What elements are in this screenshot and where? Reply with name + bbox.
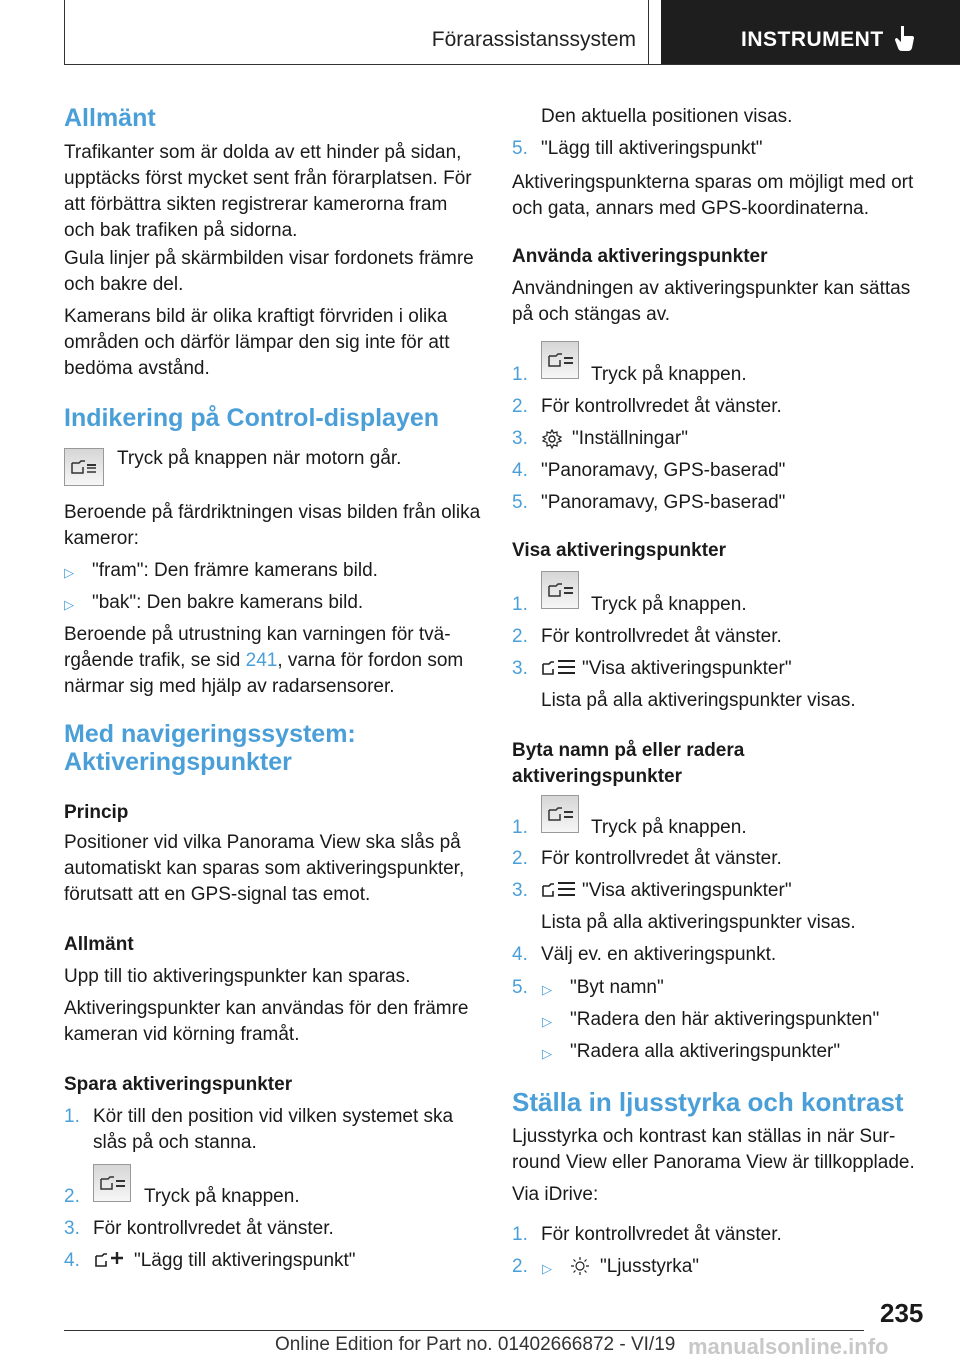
watermark: manualsonline.info	[688, 1334, 889, 1359]
step-text: För kontrollvredet åt vänster.	[541, 396, 782, 417]
heading-byta	[512, 738, 744, 790]
heading-visa: Visa aktiveringspunkter	[512, 540, 727, 561]
text-line: slås på och stanna.	[93, 1132, 257, 1153]
step-spara-5	[512, 136, 763, 162]
text-line: Användningen av aktiveringspunkter kan sättas	[512, 278, 911, 299]
text-line	[64, 648, 463, 674]
heading-stalla: Ställa in ljusstyrka och kontrast	[512, 1087, 904, 1117]
step-text: Tryck på knappen.	[591, 594, 747, 615]
list-points-icon	[542, 880, 576, 900]
text-line: på och stängas av.	[512, 304, 671, 325]
heading-line: Aktiveringspunkter	[64, 748, 292, 776]
step-text: "Visa aktiveringspunkter"	[582, 880, 792, 901]
step-number: 1.	[512, 364, 528, 385]
step-text: "Visa aktiveringspunkter"	[582, 658, 792, 679]
page-number: 235	[880, 1298, 924, 1328]
text-line: Positioner vid vilka Panorama View ska slås på	[64, 832, 461, 853]
step-text: Tryck på knappen.	[591, 817, 747, 838]
text-line: och bak trafiken på sidorna.	[64, 220, 298, 241]
heading-line: Byta namn på eller radera	[512, 740, 745, 761]
text-position-shown: Den aktuella positionen visas.	[541, 106, 793, 127]
footer-rule	[64, 1330, 864, 1331]
paragraph-intro	[64, 140, 484, 244]
camera-button-icon	[64, 448, 104, 486]
text-line: automatiskt kan sparas som aktiveringspunkter,	[64, 858, 465, 879]
step-text: "Inställningar"	[572, 428, 688, 449]
step-text: "Lägg till aktiveringspunkt"	[134, 1250, 356, 1271]
step-anvanda-4	[512, 458, 786, 484]
step-text: För kontrollvredet åt vänster.	[541, 626, 782, 647]
paragraph-varning	[64, 622, 463, 700]
step-number: 3.	[512, 880, 528, 901]
text-line: kameror:	[64, 528, 139, 549]
step-anvanda-2	[512, 394, 782, 420]
step-number: 5.	[512, 977, 528, 998]
camera-button-icon	[93, 1164, 131, 1202]
step-text	[93, 1104, 493, 1156]
list-points-icon	[542, 658, 576, 678]
heading-anvanda: Använda aktiveringspunkter	[512, 246, 768, 267]
step-ljus-1	[512, 1222, 782, 1248]
text-line: Beroende på färdriktningen visas bilden från olika	[64, 502, 481, 523]
step-visa-3	[512, 656, 792, 682]
step-number: 2.	[512, 1256, 528, 1277]
step-number: 1.	[512, 594, 528, 615]
text-line: round View eller Panorama View är tillkopplade.	[512, 1152, 915, 1173]
header-rule	[64, 64, 960, 65]
bullet-text: "fram": Den främre kamerans bild.	[92, 560, 378, 581]
step-text: "Ljusstyrka"	[600, 1256, 700, 1277]
paragraph-tio: Upp till tio aktiveringspunkter kan sparas.	[64, 966, 411, 987]
option-text: "Radera alla aktiveringspunkter"	[570, 1041, 841, 1062]
step-text: "Lägg till aktiveringspunkt"	[541, 138, 763, 159]
step-byta-4	[512, 942, 777, 968]
section-title: Förarassistanssystem	[431, 28, 636, 51]
step-number: 1.	[512, 817, 528, 838]
add-point-icon	[95, 1250, 127, 1270]
step-text: Välj ev. en aktiveringspunkt.	[541, 944, 777, 965]
paragraph-distortion	[64, 304, 449, 382]
triangle-bullet-icon: ▷	[64, 597, 74, 612]
text-line: närmar sig med hjälp av radarsensorer.	[64, 676, 395, 697]
step-anvanda-1	[512, 362, 528, 388]
text-list-shown: Lista på alla aktiveringspunkter visas.	[541, 912, 856, 933]
paragraph-ljusstyrka	[512, 1124, 915, 1176]
step-byta-3	[512, 878, 792, 904]
paragraph-yellow-lines	[64, 246, 474, 298]
text-line: förutsatt att en GPS-signal tas emot.	[64, 884, 371, 905]
paragraph-princip	[64, 830, 464, 908]
step-visa-2	[512, 624, 782, 650]
step-text: Tryck på knappen.	[591, 364, 747, 385]
camera-button-icon	[541, 795, 579, 833]
text-line: Trafikanter som är dolda av ett hinder på sidan,	[64, 142, 462, 163]
camera-button-icon	[541, 341, 579, 379]
step-number: 3.	[512, 428, 528, 449]
step-number: 4.	[512, 460, 528, 481]
bullet-text: "bak": Den bakre kamerans bild.	[92, 592, 364, 613]
step-text: För kontrollvredet åt vänster.	[93, 1218, 334, 1239]
text-line: upptäcks först mycket sent från förarplatsen. För	[64, 168, 472, 189]
heading-princip: Princip	[64, 802, 129, 823]
text-span: rgående trafik, se sid	[64, 650, 246, 671]
step-spara-3	[64, 1216, 334, 1242]
paragraph-framre	[64, 996, 469, 1048]
triangle-bullet-icon: ▷	[64, 565, 74, 580]
step-ljus-2	[512, 1254, 700, 1280]
text-via-idrive: Via iDrive:	[512, 1184, 599, 1205]
chapter-tab-label: INSTRUMENT	[741, 28, 884, 51]
step-text: För kontrollvredet åt vänster.	[541, 1224, 782, 1245]
triangle-bullet-icon: ▷	[542, 982, 552, 997]
step-spara-2	[64, 1184, 80, 1210]
text-list-shown: Lista på alla aktiveringspunkter visas.	[541, 690, 856, 711]
step-anvanda-3	[512, 426, 688, 452]
step-number: 2.	[64, 1186, 80, 1207]
option-text: "Byt namn"	[570, 977, 664, 998]
page-link[interactable]: 241	[245, 650, 278, 671]
heading-spara: Spara aktiveringspunkter	[64, 1074, 293, 1095]
step-text: "Panoramavy, GPS-baserad"	[541, 492, 786, 513]
step-number: 3.	[64, 1218, 80, 1239]
text-line: Ljusstyrka och kontrast kan ställas in när Sur-	[512, 1126, 896, 1147]
step-number: 5.	[512, 492, 528, 513]
step-text: "Panoramavy, GPS-baserad"	[541, 460, 786, 481]
step-number: 3.	[512, 658, 528, 679]
paragraph-fardriktning	[64, 500, 480, 552]
heading-line: Med navigeringssystem:	[64, 720, 356, 748]
step-number: 2.	[512, 848, 528, 869]
brightness-icon	[570, 1256, 590, 1276]
text-line: områden och därför lämpar den sig inte för att	[64, 332, 450, 353]
option-text: "Radera den här aktiveringspunkten"	[570, 1009, 880, 1030]
paragraph-sparas	[512, 170, 913, 222]
header-divider-mid	[648, 0, 649, 64]
step-number: 1.	[512, 1224, 528, 1245]
step-number: 4.	[64, 1250, 80, 1271]
step-byta-2	[512, 846, 782, 872]
text-line: att förbättra sikten registrerar kamerorna fram	[64, 194, 448, 215]
text-line: Aktiveringspunkterna sparas om möjligt med ort	[512, 172, 914, 193]
step-spara-4	[64, 1248, 356, 1274]
gear-icon	[542, 429, 562, 449]
text-span: , varna för fordon som	[277, 650, 464, 671]
text-line: Aktiveringspunkter kan användas för den främre	[64, 998, 469, 1019]
step-text: För kontrollvredet åt vänster.	[541, 848, 782, 869]
triangle-bullet-icon: ▷	[542, 1046, 552, 1061]
chapter-tab	[661, 0, 960, 64]
step-number: 2.	[512, 626, 528, 647]
text-line: Kör till den position vid vilken systemet ska	[93, 1106, 454, 1127]
triangle-bullet-icon: ▷	[542, 1014, 552, 1029]
hand-pointer-icon	[893, 24, 915, 52]
heading-allmant: Allmänt	[64, 104, 156, 132]
text-line: Gula linjer på skärmbilden visar fordonets främre	[64, 248, 474, 269]
text-line: Kamerans bild är olika kraftigt förvriden i olika	[64, 306, 448, 327]
text-line: och gata, annars med GPS-koordinaterna.	[512, 198, 869, 219]
footer-edition: Online Edition for Part no. 01402666872 - VI/19	[275, 1334, 676, 1355]
step-number: 5.	[512, 138, 528, 159]
step-byta-5	[512, 975, 664, 1001]
step-number: 4.	[512, 944, 528, 965]
text-line: kameran vid körning framåt.	[64, 1024, 300, 1045]
heading-line: aktiveringspunkter	[512, 766, 682, 787]
text-line: Beroende på utrustning kan varningen för tvä-	[64, 624, 451, 645]
step-visa-1	[512, 592, 528, 618]
heading-allmant-2: Allmänt	[64, 934, 134, 955]
step-text: Tryck på knappen.	[144, 1186, 300, 1207]
text-tryck-motor: Tryck på knappen när motorn går.	[117, 448, 402, 469]
heading-indikering: Indikering på Control-displayen	[64, 404, 440, 432]
text-line: bedöma avstånd.	[64, 358, 210, 379]
step-number: 1.	[64, 1106, 80, 1127]
heading-navigering	[64, 720, 356, 776]
step-byta-1	[512, 815, 528, 841]
step-anvanda-5	[512, 490, 786, 516]
text-line: och bakre del.	[64, 274, 184, 295]
camera-button-icon	[541, 571, 579, 609]
step-number: 2.	[512, 396, 528, 417]
triangle-bullet-icon: ▷	[542, 1261, 552, 1276]
paragraph-anvandning	[512, 276, 910, 328]
